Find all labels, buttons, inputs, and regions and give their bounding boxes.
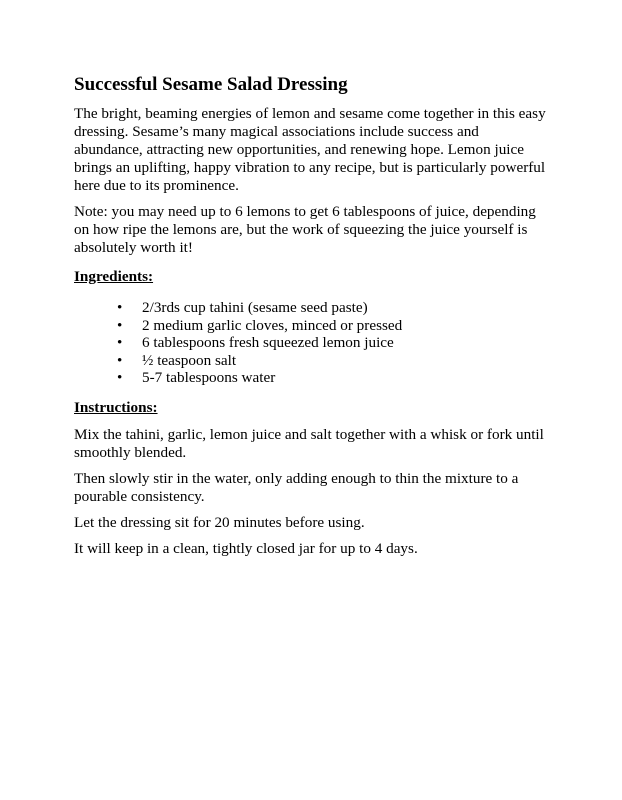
ingredient-text: 2/3rds cup tahini (sesame seed paste) <box>142 299 368 316</box>
bullet-icon: • <box>117 299 123 316</box>
instruction-step: It will keep in a clean, tightly closed jar for up to 4 days. <box>74 539 418 557</box>
instruction-step: Let the dressing sit for 20 minutes before using. <box>74 513 365 531</box>
ingredient-item <box>74 334 550 352</box>
ingredient-item <box>74 352 550 370</box>
ingredients-heading: Ingredients: <box>74 268 154 285</box>
ingredient-text: 5-7 tablespoons water <box>142 369 276 387</box>
recipe-title: Successful Sesame Salad Dressing <box>74 74 348 95</box>
ingredient-item <box>74 317 550 335</box>
bullet-icon: • <box>117 316 123 334</box>
ingredient-item <box>74 369 550 387</box>
ingredient-text: 2 medium garlic cloves, minced or pressed <box>142 316 403 334</box>
recipe-document <box>74 74 550 566</box>
ingredient-text: ½ teaspoon salt <box>142 351 237 369</box>
bullet-icon: • <box>117 334 123 352</box>
intro-paragraph: The bright, beaming energies of lemon and sesame come together in this easy dressing. Sesame’s many magical associations include success and abundance, attracting new opportunities, and renewing hope. Lemon juice brings an uplifting, happy vibration to any recipe, but is particularly powerful here due to its prominence. <box>74 105 546 194</box>
instruction-step: Mix the tahini, garlic, lemon juice and salt together with a whisk or fork until smoothly blended. <box>74 425 544 461</box>
instructions-heading: Instructions: <box>74 398 158 416</box>
instruction-step: Then slowly stir in the water, only adding enough to thin the mixture to a pourable consistency. <box>74 469 519 505</box>
ingredients-list <box>74 299 550 387</box>
bullet-icon: • <box>117 369 123 387</box>
note-paragraph: Note: you may need up to 6 lemons to get 6 tablespoons of juice, depending on how ripe the lemons are, but the work of squeezing the juice yourself is absolutely worth it! <box>74 203 536 256</box>
ingredient-text: 6 tablespoons fresh squeezed lemon juice <box>142 334 394 352</box>
bullet-icon: • <box>117 351 123 369</box>
ingredient-item <box>74 299 550 317</box>
